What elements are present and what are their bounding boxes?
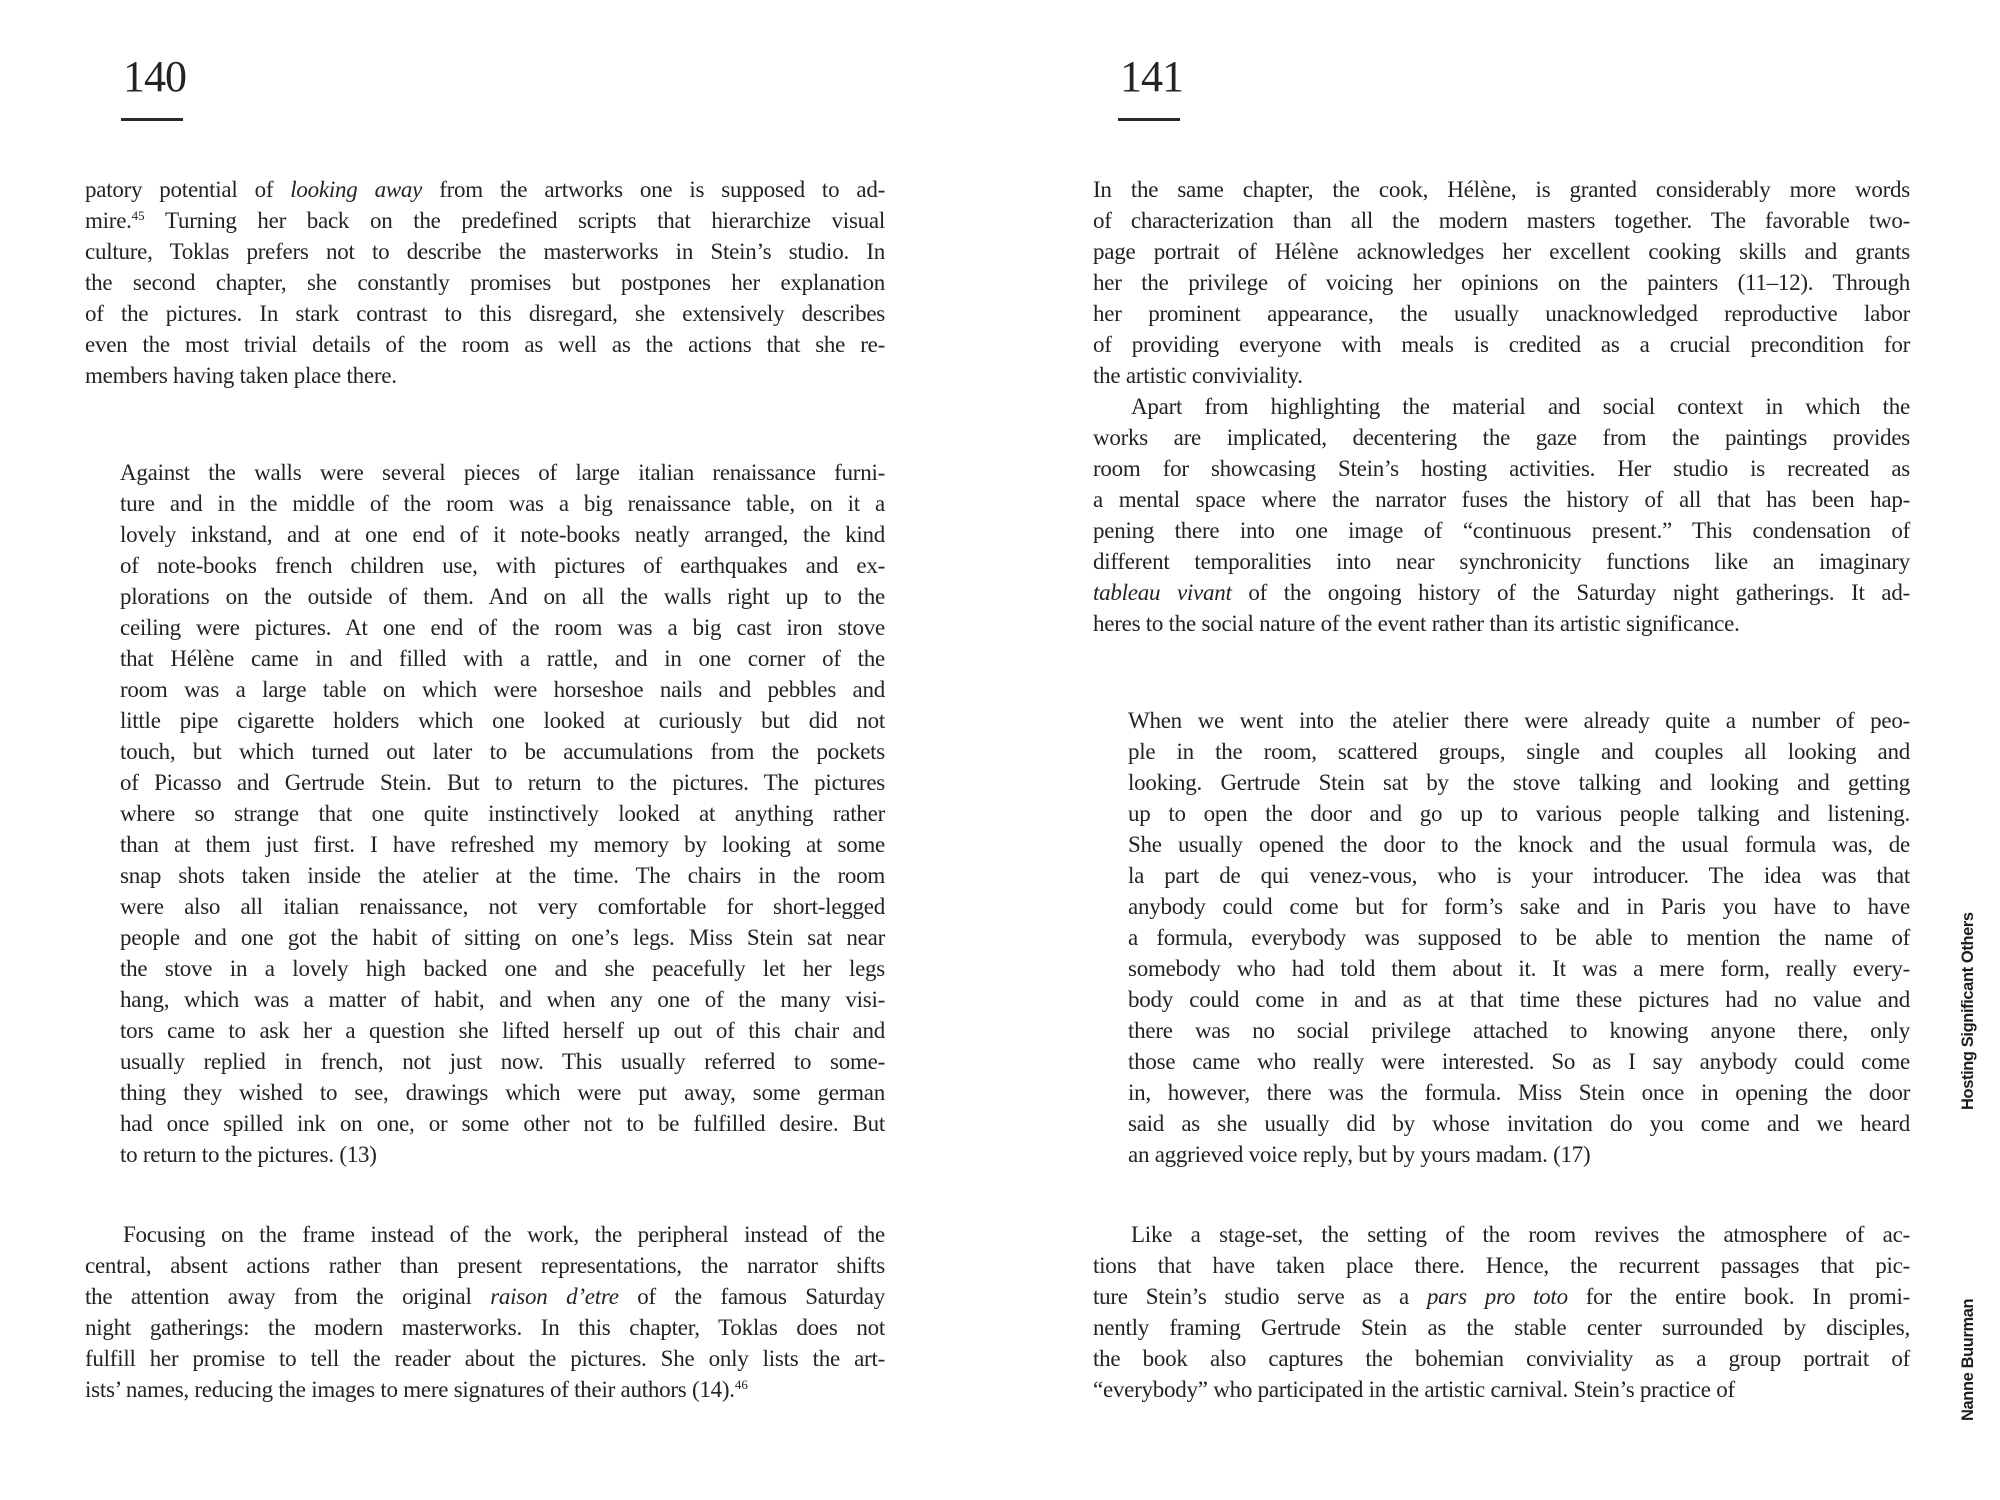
text-run: in, however, there was the formula. Miss Stein once in opening the door: [1128, 1080, 1910, 1105]
text-run: of the ongoing history of the Saturday night gatherings. It ad-: [1231, 580, 1911, 605]
text-run: of Picasso and Gertrude Stein. But to return to the pictures. The pictures: [120, 770, 885, 795]
text-line: [120, 829, 885, 860]
paragraph: [1093, 174, 1910, 391]
text-line: [1093, 174, 1910, 205]
text-line: [85, 298, 885, 329]
text-line: [1093, 1219, 1910, 1250]
text-line: [85, 267, 885, 298]
text-run: anybody could come but for form’s sake and in Paris you have to have: [1128, 894, 1910, 919]
text-line: [1128, 922, 1910, 953]
text-line: [85, 360, 885, 391]
text-run: ple in the room, scattered groups, single and couples all looking and: [1128, 739, 1910, 764]
italic-text-run: raison d’etre: [490, 1284, 619, 1309]
text-line: [1093, 1312, 1910, 1343]
text-line: [1093, 1250, 1910, 1281]
text-line: [120, 1139, 885, 1170]
text-run: hang, which was a matter of habit, and when any one of the many visi-: [120, 987, 885, 1012]
text-run: In the same chapter, the cook, Hélène, is granted considerably more words: [1093, 177, 1910, 202]
text-run: culture, Toklas prefers not to describe the masterworks in Stein’s studio. In: [85, 239, 885, 264]
text-run: her the privilege of voicing her opinions on the painters (11–12). Through: [1093, 270, 1910, 295]
paragraph: [1093, 1219, 1910, 1405]
page-141-body: [1093, 174, 1910, 1405]
text-line: [1128, 860, 1910, 891]
text-line: [1093, 577, 1910, 608]
text-line: [85, 1250, 885, 1281]
text-line: [1093, 1281, 1910, 1312]
text-run: looking. Gertrude Stein sat by the stove talking and looking and getting: [1128, 770, 1910, 795]
text-line: [85, 236, 885, 267]
text-line: [1128, 829, 1910, 860]
text-line: [120, 705, 885, 736]
text-run: even the most trivial details of the room as well as the actions that she re-: [85, 332, 885, 357]
text-run: She usually opened the door to the knock and the usual formula was, de: [1128, 832, 1910, 857]
text-line: [120, 581, 885, 612]
text-run: a mental space where the narrator fuses the history of all that has been hap-: [1093, 487, 1910, 512]
text-run: Turning her back on the predefined scripts that hierarchize visual: [144, 208, 885, 233]
text-run: of the famous Saturday: [618, 1284, 885, 1309]
text-line: [1093, 267, 1910, 298]
text-run: than at them just first. I have refreshed my memory by looking at some: [120, 832, 885, 857]
text-line: [1093, 236, 1910, 267]
text-line: [120, 1077, 885, 1108]
text-line: [1093, 608, 1910, 639]
text-line: [1128, 984, 1910, 1015]
footnote-reference: 46: [734, 1377, 748, 1392]
text-run: Like a stage-set, the setting of the room revives the atmosphere of ac-: [1131, 1222, 1910, 1247]
paragraph: [1093, 391, 1910, 639]
page-140: [85, 0, 885, 1500]
text-run: somebody who had told them about it. It was a mere form, really every-: [1128, 956, 1910, 981]
text-run: touch, but which turned out later to be accumulations from the pockets: [120, 739, 885, 764]
text-run: for the entire book. In promi-: [1567, 1284, 1911, 1309]
text-run: an aggrieved voice reply, but by yours madam. (17): [1128, 1142, 1591, 1167]
text-run: pening there into one image of “continuous present.” This condensation of: [1093, 518, 1910, 543]
page-number-right: 141: [1120, 52, 1183, 101]
text-line: [120, 519, 885, 550]
text-run: night gatherings: the modern masterworks. In this chapter, Toklas does not: [85, 1315, 885, 1340]
text-line: [1093, 298, 1910, 329]
text-line: [1128, 953, 1910, 984]
text-run: tors came to ask her a question she lifted herself up out of this chair and: [120, 1018, 885, 1043]
text-line: [85, 1281, 885, 1312]
text-line: [1093, 1343, 1910, 1374]
footnote-reference: 45: [131, 208, 145, 223]
text-line: [120, 488, 885, 519]
text-line: [85, 1343, 885, 1374]
text-run: the second chapter, she constantly promises but postpones her explanation: [85, 270, 885, 295]
italic-text-run: looking away: [290, 177, 423, 202]
text-line: [1128, 798, 1910, 829]
text-run: nently framing Gertrude Stein as the stable center surrounded by disciples,: [1093, 1315, 1910, 1340]
text-run: page portrait of Hélène acknowledges her excellent cooking skills and grants: [1093, 239, 1910, 264]
text-line: [85, 1312, 885, 1343]
text-line: [1128, 891, 1910, 922]
text-run: ture and in the middle of the room was a big renaissance table, on it a: [120, 491, 885, 516]
text-run: Focusing on the frame instead of the work, the peripheral instead of the: [123, 1222, 885, 1247]
text-line: [120, 767, 885, 798]
text-line: [1128, 705, 1910, 736]
text-run: of providing everyone with meals is credited as a crucial precondition for: [1093, 332, 1910, 357]
text-run: little pipe cigarette holders which one looked at curiously but did not: [120, 708, 885, 733]
text-line: [1093, 422, 1910, 453]
text-run: “everybody” who participated in the artistic carnival. Stein’s practice of: [1093, 1377, 1735, 1402]
text-line: [1093, 1374, 1910, 1405]
text-line: [120, 674, 885, 705]
text-line: [1093, 484, 1910, 515]
text-line: [1093, 329, 1910, 360]
text-line: [1128, 1139, 1910, 1170]
text-line: [85, 174, 885, 205]
text-line: [1128, 1077, 1910, 1108]
text-run: lovely inkstand, and at one end of it note-books neatly arranged, the kind: [120, 522, 885, 547]
text-line: [1093, 391, 1910, 422]
text-run: ceiling were pictures. At one end of the room was a big cast iron stove: [120, 615, 885, 640]
text-run: of characterization than all the modern masters together. The favorable two-: [1093, 208, 1910, 233]
text-line: [1093, 360, 1910, 391]
text-run: those came who really were interested. So as I say anybody could come: [1128, 1049, 1910, 1074]
text-run: tions that have taken place there. Hence, the recurrent passages that pic-: [1093, 1253, 1910, 1278]
text-run: different temporalities into near synchronicity functions like an imaginary: [1093, 549, 1910, 574]
text-run: of note-books french children use, with pictures of earthquakes and ex-: [120, 553, 885, 578]
running-author-name: Nanne Buurman: [1959, 1298, 1977, 1421]
text-run: thing they wished to see, drawings which were put away, some german: [120, 1080, 885, 1105]
text-line: [120, 1046, 885, 1077]
text-run: snap shots taken inside the atelier at the time. The chairs in the room: [120, 863, 885, 888]
text-line: [120, 612, 885, 643]
italic-text-run: pars pro toto: [1426, 1284, 1568, 1309]
text-run: patory potential of: [85, 177, 291, 202]
text-run: Apart from highlighting the material and social context in which the: [1131, 394, 1910, 419]
text-run: were also all italian renaissance, not very comfortable for short-legged: [120, 894, 885, 919]
text-run: plorations on the outside of them. And on all the walls right up to the: [120, 584, 885, 609]
text-run: works are implicated, decentering the gaze from the paintings provides: [1093, 425, 1910, 450]
text-line: [120, 550, 885, 581]
text-run: said as she usually did by whose invitation do you come and we heard: [1128, 1111, 1910, 1136]
text-run: of the pictures. In stark contrast to this disregard, she extensively describes: [85, 301, 885, 326]
paragraph: [85, 1219, 885, 1405]
text-line: [120, 798, 885, 829]
text-run: Against the walls were several pieces of large italian renaissance furni-: [120, 460, 885, 485]
page-140-body: [85, 174, 885, 1405]
text-run: usually replied in french, not just now. This usually referred to some-: [120, 1049, 885, 1074]
text-run: heres to the social nature of the event rather than its artistic significance.: [1093, 611, 1740, 636]
text-run: people and one got the habit of sitting on one’s legs. Miss Stein sat near: [120, 925, 885, 950]
text-line: [120, 891, 885, 922]
page-number-underline-right: [1118, 118, 1180, 121]
text-line: [1128, 1015, 1910, 1046]
text-run: had once spilled ink on one, or some other not to be fulfilled desire. But: [120, 1111, 885, 1136]
text-run: ists’ names, reducing the images to mere signatures of their authors (14).: [85, 1377, 735, 1402]
running-chapter-title: Hosting Significant Others: [1959, 912, 1977, 1110]
text-line: [1128, 767, 1910, 798]
text-run: the attention away from the original: [85, 1284, 491, 1309]
text-run: the book also captures the bohemian conviviality as a group portrait of: [1093, 1346, 1910, 1371]
text-run: room was a large table on which were horseshoe nails and pebbles and: [120, 677, 885, 702]
block-quote: [120, 457, 885, 1170]
text-run: mire.: [85, 208, 132, 233]
text-line: [120, 1108, 885, 1139]
italic-text-run: tableau vivant: [1093, 580, 1232, 605]
text-line: [85, 205, 885, 236]
text-line: [1128, 1108, 1910, 1139]
text-run: fulfill her promise to tell the reader about the pictures. She only lists the art-: [85, 1346, 885, 1371]
text-run: from the artworks one is supposed to ad-: [422, 177, 885, 202]
text-line: [120, 736, 885, 767]
text-run: that Hélène came in and filled with a rattle, and in one corner of the: [120, 646, 885, 671]
page-number-left: 140: [123, 52, 186, 101]
text-run: her prominent appearance, the usually unacknowledged reproductive labor: [1093, 301, 1910, 326]
text-line: [1093, 515, 1910, 546]
text-run: where so strange that one quite instinctively looked at anything rather: [120, 801, 885, 826]
text-line: [120, 1015, 885, 1046]
text-line: [1093, 453, 1910, 484]
text-line: [120, 922, 885, 953]
text-line: [120, 860, 885, 891]
page-number-underline-left: [121, 118, 183, 121]
text-run: the artistic conviviality.: [1093, 363, 1303, 388]
text-run: members having taken place there.: [85, 363, 397, 388]
text-run: room for showcasing Stein’s hosting activities. Her studio is recreated as: [1093, 456, 1910, 481]
text-line: [1093, 205, 1910, 236]
text-line: [120, 643, 885, 674]
block-quote: [1128, 705, 1910, 1170]
page-141: [1093, 0, 1910, 1500]
text-line: [1128, 1046, 1910, 1077]
text-run: up to open the door and go up to various people talking and listening.: [1128, 801, 1910, 826]
text-run: the stove in a lovely high backed one and she peacefully let her legs: [120, 956, 885, 981]
text-run: a formula, everybody was supposed to be able to mention the name of: [1128, 925, 1910, 950]
text-run: to return to the pictures. (13): [120, 1142, 377, 1167]
text-line: [120, 984, 885, 1015]
text-run: ture Stein’s studio serve as a: [1093, 1284, 1427, 1309]
text-run: la part de qui venez-vous, who is your introducer. The idea was that: [1128, 863, 1910, 888]
text-run: central, absent actions rather than present representations, the narrator shifts: [85, 1253, 885, 1278]
text-line: [1093, 546, 1910, 577]
paragraph: [85, 174, 885, 391]
text-run: When we went into the atelier there were already quite a number of peo-: [1128, 708, 1910, 733]
text-line: [120, 953, 885, 984]
text-line: [85, 329, 885, 360]
text-line: [120, 457, 885, 488]
text-run: body could come in and as at that time these pictures had no value and: [1128, 987, 1910, 1012]
text-line: [85, 1219, 885, 1250]
text-line: [85, 1374, 885, 1405]
text-line: [1128, 736, 1910, 767]
text-run: there was no social privilege attached to knowing anyone there, only: [1128, 1018, 1910, 1043]
